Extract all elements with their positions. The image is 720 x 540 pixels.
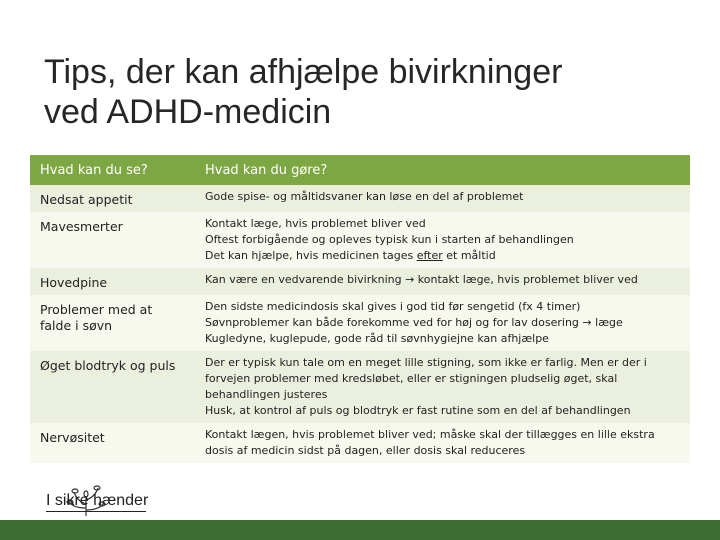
advice-text: læge <box>591 316 623 329</box>
title-line-2: ved ADHD-medicin <box>44 93 332 131</box>
header-what-do: Hvad kan du gøre? <box>195 155 690 185</box>
symptom-cell: Hovedpine <box>30 268 195 295</box>
advice-cell <box>195 212 690 268</box>
logo-text: I sikre hænder <box>46 492 149 509</box>
advice-line <box>205 315 680 331</box>
symptom-cell: Mavesmerter <box>30 212 195 268</box>
tips-table <box>30 155 690 463</box>
advice-text: kontakt læge, hvis problemet bliver ved <box>414 273 638 286</box>
table-row <box>30 185 690 212</box>
table-row <box>30 351 690 423</box>
symptom-cell: Nervøsitet <box>30 423 195 463</box>
advice-line: Der er typisk kun tale om en meget lille stigning, som ikke er farlig. Men er der i forvejen problemer med kredsløbet, eller er stigningen pludselig øget, skal behandlingen justeres <box>205 356 647 401</box>
arrow-right-icon: → <box>582 316 592 329</box>
advice-line: Oftest forbigående og opleves typisk kun i starten af behandlingen <box>205 233 574 246</box>
advice-line: Husk, at kontrol af puls og blodtryk er fast rutine som en del af behandlingen <box>205 404 631 417</box>
arrow-right-icon: → <box>405 273 415 286</box>
advice-line: Kontakt læge, hvis problemet bliver ved <box>205 217 426 230</box>
advice-cell <box>195 268 690 295</box>
advice-text: et måltid <box>442 249 496 262</box>
symptom-cell: Nedsat appetit <box>30 185 195 212</box>
advice-underlined: efter <box>416 249 443 262</box>
advice-line: Gode spise- og måltidsvaner kan løse en del af problemet <box>205 190 524 203</box>
logo-underline <box>46 511 146 512</box>
footer-band <box>0 520 720 540</box>
table-row <box>30 212 690 268</box>
advice-cell <box>195 185 690 212</box>
title-line-1: Tips, der kan afhjælpe bivirkninger <box>44 53 563 91</box>
advice-line: Kugledyne, kuglepude, gode råd til søvnhygiejne kan afhjælpe <box>205 332 549 345</box>
advice-text: Kan være en vedvarende bivirkning <box>205 273 406 286</box>
table-row <box>30 268 690 295</box>
table-row <box>30 423 690 463</box>
advice-line <box>205 248 680 264</box>
advice-line: Kontakt lægen, hvis problemet bliver ved; måske skal der tillægges en lille ekstra dosis af medicin sidst på dagen, eller dosis skal reduceres <box>205 428 655 457</box>
advice-cell <box>195 423 690 463</box>
table-row <box>30 295 690 351</box>
advice-cell <box>195 351 690 423</box>
advice-line <box>205 272 680 288</box>
table-header-row <box>30 155 690 185</box>
advice-text: Søvnproblemer kan både forekomme ved for høj og for lav dosering <box>205 316 583 329</box>
advice-text: Det kan hjælpe, hvis medicinen tages <box>205 249 417 262</box>
symptom-cell: Problemer med at falde i søvn <box>30 295 195 351</box>
header-what-see: Hvad kan du se? <box>30 155 195 185</box>
symptom-cell: Øget blodtryk og puls <box>30 351 195 423</box>
advice-cell <box>195 295 690 351</box>
slide-title <box>44 52 694 132</box>
advice-line: Den sidste medicindosis skal gives i god tid før sengetid (fx 4 timer) <box>205 300 581 313</box>
